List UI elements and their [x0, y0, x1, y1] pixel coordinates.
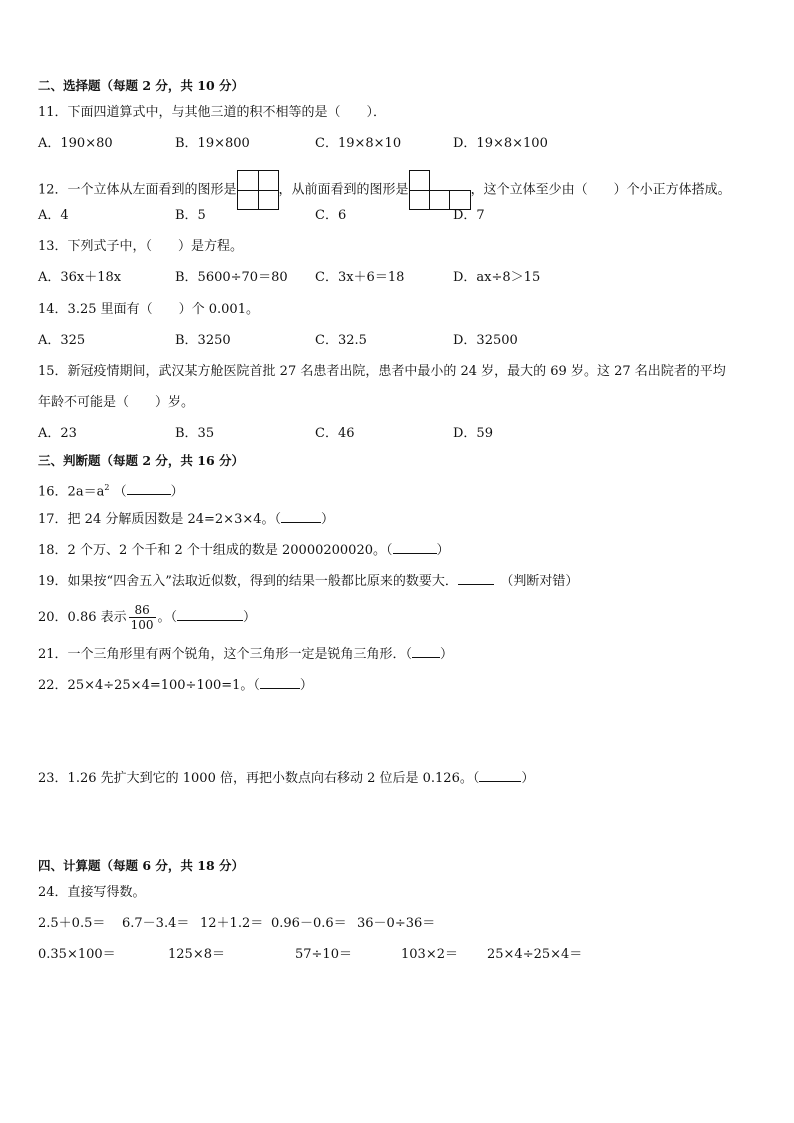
- q17-close-paren: ）: [321, 512, 335, 527]
- q22-text: 22．25×4÷25×4=100÷100=1。（: [38, 678, 260, 693]
- answer-blank[interactable]: [393, 541, 437, 554]
- option-d: D．59: [453, 426, 493, 441]
- q17-text: 17．把 24 分解质因数是 24=2×3×4。（: [38, 512, 282, 527]
- option-c: C．19×8×10: [315, 136, 402, 151]
- question-11: 11．下面四道算式中，与其他三道的积不相等的是（ ）．: [38, 105, 387, 120]
- q21-close-paren: ）: [440, 647, 454, 662]
- q18-text: 18．2 个万、2 个千和 2 个十组成的数是 20000200020。（: [38, 543, 393, 558]
- calc-item: 0.96－0.6＝: [271, 916, 347, 931]
- question-14: 14．3.25 里面有（ ）个 0.001。: [38, 302, 259, 317]
- calc-item: 2.5＋0.5＝: [38, 916, 106, 931]
- section-title: 三、判断题（每题 2 分，共 16 分）: [38, 453, 245, 468]
- section-title: 四、计算题（每题 6 分，共 18 分）: [38, 858, 245, 873]
- option-d: D．19×8×100: [453, 136, 548, 151]
- question-12-part1: 12．一个立体从左面看到的图形是: [38, 182, 237, 198]
- q23-text: 23．1.26 先扩大到它的 1000 倍，再把小数点向右移动 2 位后是 0.126。（: [38, 771, 480, 786]
- q16-text: 16．2a＝a: [38, 484, 105, 500]
- question-23: [38, 769, 534, 788]
- q22-close-paren: ）: [299, 678, 313, 693]
- question-16: [38, 479, 184, 501]
- calc-item: 103×2＝: [401, 947, 458, 962]
- section-title: 二、选择题（每题 2 分，共 10 分）: [38, 78, 245, 93]
- option-a: A．36x＋18x: [38, 270, 122, 285]
- calc-item: 36－0÷36＝: [357, 916, 436, 931]
- q19-suffix: （判断对错）: [506, 574, 579, 589]
- answer-blank[interactable]: [127, 482, 171, 495]
- q20-text: 20．0.86 表示: [38, 610, 127, 625]
- question-20: [38, 603, 256, 633]
- fraction: [129, 603, 156, 632]
- option-d: D．32500: [453, 333, 518, 348]
- answer-blank[interactable]: [281, 510, 321, 523]
- q20-open-paren: 。（: [157, 610, 178, 625]
- q18-close-paren: ）: [436, 543, 450, 558]
- question-13: 13．下列式子中，（ ）是方程。: [38, 239, 244, 254]
- q21-text: 21．一个三角形里有两个锐角，这个三角形一定是锐角三角形．（: [38, 647, 413, 662]
- calc-item: 57÷10＝: [295, 947, 352, 962]
- calc-item: 125×8＝: [168, 947, 225, 962]
- answer-blank[interactable]: [458, 572, 494, 585]
- q16-open-paren: （: [113, 484, 127, 500]
- option-b: B．35: [175, 426, 215, 441]
- calc-item: 0.35×100＝: [38, 947, 116, 962]
- q20-close-paren: ）: [243, 610, 257, 625]
- option-c: C．32.5: [315, 333, 367, 348]
- fraction-numerator: 86: [129, 603, 156, 618]
- option-c: C．46: [315, 426, 355, 441]
- calc-item: 12＋1.2＝: [200, 916, 264, 931]
- answer-blank[interactable]: [479, 769, 521, 782]
- q19-text: 19．如果按“四舍五入”法取近似数，得到的结果一般都比原来的数要大．: [38, 574, 458, 589]
- fraction-denominator: 100: [130, 618, 154, 632]
- answer-blank[interactable]: [412, 645, 440, 658]
- option-b: B．3250: [175, 333, 231, 348]
- option-b: B．19×800: [175, 136, 250, 151]
- q23-close-paren: ）: [521, 771, 535, 786]
- option-d: D．7: [453, 208, 485, 223]
- question-17: [38, 510, 334, 529]
- left-view-figure: [237, 170, 279, 210]
- calc-item: 6.7－3.4＝: [122, 916, 190, 931]
- answer-blank[interactable]: [260, 676, 300, 689]
- question-19: [38, 572, 578, 591]
- question-24: 24．直接写得数。: [38, 885, 146, 900]
- option-d: D．ax÷8＞15: [453, 270, 541, 285]
- option-b: B．5: [175, 208, 206, 223]
- option-a: A．4: [38, 208, 69, 223]
- question-18: [38, 541, 450, 560]
- option-a: A．325: [38, 333, 86, 348]
- q16-exponent: 2: [104, 483, 110, 492]
- answer-blank[interactable]: [177, 608, 243, 621]
- calc-item: 25×4÷25×4＝: [487, 947, 583, 962]
- question-12: [38, 170, 731, 210]
- option-b: B．5600÷70＝80: [175, 270, 288, 285]
- question-22: [38, 676, 313, 695]
- option-c: C．6: [315, 208, 347, 223]
- option-c: C．3x＋6＝18: [315, 270, 405, 285]
- question-15-line2: 年龄不可能是（ ）岁。: [38, 395, 195, 410]
- question-12-part2: ，从前面看到的图形是: [278, 182, 409, 198]
- question-15: 15．新冠疫情期间，武汉某方舱医院首批 27 名患者出院，患者中最小的 24 岁，最大的 69 岁。这 27 名出院者的平均: [38, 364, 726, 379]
- front-view-figure: [409, 170, 471, 210]
- question-12-part3: ，这个立体至少由（ ）个小正方体搭成。: [470, 182, 731, 198]
- option-a: A．23: [38, 426, 77, 441]
- option-a: A．190×80: [38, 136, 113, 151]
- question-21: [38, 645, 453, 664]
- q16-close-paren: ）: [170, 484, 184, 500]
